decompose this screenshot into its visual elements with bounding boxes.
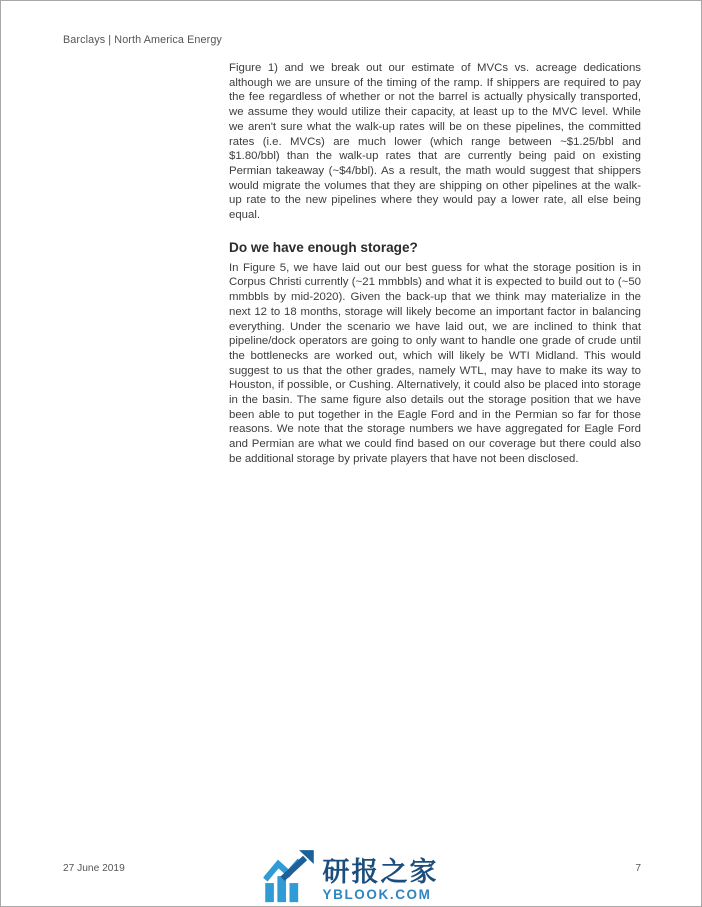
section-heading-storage: Do we have enough storage? [229, 239, 418, 255]
footer-page-number: 7 [635, 863, 641, 874]
watermark-text [323, 857, 439, 904]
watermark-brand-name: 研报之家 [322, 857, 439, 887]
paragraph-pipeline-rates: Figure 1) and we break out our estimate of MVCs vs. acreage dedications although we are unsure of the timing of the ramp. If shippers are required to pay the fee regardless of whether or not the barrel is actually physically transported, we assume they would utilize their capacity, at least up to the MVC level. While we aren't sure what the walk-up rates will be on these pipelines, the committed rates (i.e. MVCs) are much lower (which range between ~$1.25/bbl and $1.80/bbl) than the walk-up rates that are currently being paid on existing Permian takeaway (~$4/bbl). As a result, the math would suggest that shippers would migrate the volumes that they are shipping on other pipelines at the walk-up rate to the new pipelines where they would pay a lower rate, all else being equal. [229, 62, 641, 222]
footer-date: 27 June 2019 [63, 863, 125, 874]
bar-chart-arrow-icon [264, 850, 316, 904]
watermark-domain: YBLOOK.COM [322, 887, 432, 902]
article-body [229, 61, 641, 467]
watermark-logo [264, 850, 439, 904]
running-header: Barclays | North America Energy [63, 34, 222, 46]
paragraph-storage: In Figure 5, we have laid out our best guess for what the storage position is in Corpus Christi currently (~21 mmbbls) and what it is expected to build out to (~50 mmbbls by mid-2020). Given the back-up that we think may materialize in the next 12 to 18 months, storage will likely become an important factor in balancing everything. Under the scenario we have laid out, we are inclined to think that pipeline/dock operators are going to only want to handle one grade of crude until the bottlenecks are worked out, which will likely be WTI Midland. This would suggest to us that the other grades, namely WTL, may have to make its way to Houston, if possible, or Cushing. Alternatively, it could also be placed into storage in the basin. The same figure also details out the storage position that we have been able to put together in the Eagle Ford and in the Permian so far for those reasons. We note that the storage numbers we have aggregated for Eagle Ford and Permian are what we could find based on our coverage but there could also be additional storage by private players that have not been disclosed. [229, 261, 641, 465]
